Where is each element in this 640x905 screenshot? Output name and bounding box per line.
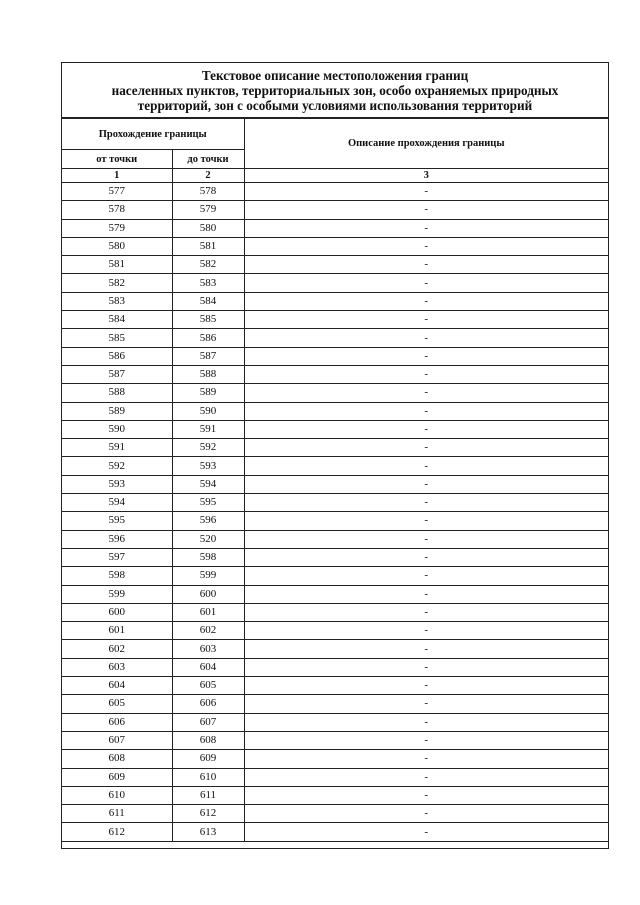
cell-from: 585 bbox=[62, 329, 172, 347]
cell-description: - bbox=[244, 622, 608, 640]
cell-to: 582 bbox=[172, 256, 244, 274]
cell-description: - bbox=[244, 201, 608, 219]
cell-description: - bbox=[244, 237, 608, 255]
cell-from: 577 bbox=[62, 183, 172, 201]
title-line-1: Текстовое описание местоположения границ bbox=[201, 68, 469, 83]
header-from: от точки bbox=[62, 150, 172, 169]
cell-description: - bbox=[244, 420, 608, 438]
table-row bbox=[62, 622, 608, 640]
cell-from: 590 bbox=[62, 420, 172, 438]
cell-from: 583 bbox=[62, 292, 172, 310]
cell-description: - bbox=[244, 274, 608, 292]
header-to: до точки bbox=[172, 150, 244, 169]
table-row bbox=[62, 494, 608, 512]
cell-to: 606 bbox=[172, 695, 244, 713]
table-row bbox=[62, 731, 608, 749]
cell-from: 594 bbox=[62, 494, 172, 512]
cell-to: 594 bbox=[172, 475, 244, 493]
cell-to: 599 bbox=[172, 567, 244, 585]
cell-description: - bbox=[244, 347, 608, 365]
cell-to: 608 bbox=[172, 731, 244, 749]
header-num-3: 3 bbox=[244, 169, 608, 183]
cell-description: - bbox=[244, 475, 608, 493]
cell-description: - bbox=[244, 567, 608, 585]
cell-from: 581 bbox=[62, 256, 172, 274]
cell-description: - bbox=[244, 823, 608, 841]
table-row bbox=[62, 823, 608, 841]
cell-to: 612 bbox=[172, 805, 244, 823]
table-row bbox=[62, 256, 608, 274]
cell-from: 597 bbox=[62, 548, 172, 566]
cell-description: - bbox=[244, 640, 608, 658]
table-row bbox=[62, 329, 608, 347]
cell-to: 520 bbox=[172, 530, 244, 548]
cell-from: 605 bbox=[62, 695, 172, 713]
table-row bbox=[62, 567, 608, 585]
cell-description: - bbox=[244, 548, 608, 566]
cell-to: 611 bbox=[172, 786, 244, 804]
cell-from: 591 bbox=[62, 439, 172, 457]
table-row bbox=[62, 237, 608, 255]
cell-description: - bbox=[244, 402, 608, 420]
table-row bbox=[62, 365, 608, 383]
cell-description: - bbox=[244, 695, 608, 713]
table-row bbox=[62, 512, 608, 530]
cell-to: 581 bbox=[172, 237, 244, 255]
cell-description: - bbox=[244, 786, 608, 804]
cell-from: 584 bbox=[62, 311, 172, 329]
table-row bbox=[62, 695, 608, 713]
table-row bbox=[62, 439, 608, 457]
table-row bbox=[62, 402, 608, 420]
table-row bbox=[62, 805, 608, 823]
cell-to: 580 bbox=[172, 219, 244, 237]
cell-description: - bbox=[244, 585, 608, 603]
cell-from: 598 bbox=[62, 567, 172, 585]
cell-from: 601 bbox=[62, 622, 172, 640]
header-num-1: 1 bbox=[62, 169, 172, 183]
cell-description: - bbox=[244, 292, 608, 310]
cell-description: - bbox=[244, 713, 608, 731]
cell-from: 604 bbox=[62, 677, 172, 695]
cell-from: 606 bbox=[62, 713, 172, 731]
cell-from: 593 bbox=[62, 475, 172, 493]
table-row bbox=[62, 457, 608, 475]
table-row bbox=[62, 201, 608, 219]
table-row bbox=[62, 768, 608, 786]
cell-from: 612 bbox=[62, 823, 172, 841]
table-row bbox=[62, 548, 608, 566]
cell-description: - bbox=[244, 256, 608, 274]
cell-description: - bbox=[244, 530, 608, 548]
cell-from: 588 bbox=[62, 384, 172, 402]
table-row bbox=[62, 384, 608, 402]
cell-description: - bbox=[244, 750, 608, 768]
table-row bbox=[62, 786, 608, 804]
cell-description: - bbox=[244, 439, 608, 457]
cell-from: 595 bbox=[62, 512, 172, 530]
cell-to: 601 bbox=[172, 603, 244, 621]
table-row bbox=[62, 658, 608, 676]
table-row bbox=[62, 530, 608, 548]
table-row bbox=[62, 311, 608, 329]
cell-to: 579 bbox=[172, 201, 244, 219]
header-passage: Прохождение границы bbox=[62, 119, 244, 150]
cell-from: 578 bbox=[62, 201, 172, 219]
table-row bbox=[62, 274, 608, 292]
cell-description: - bbox=[244, 311, 608, 329]
cell-from: 610 bbox=[62, 786, 172, 804]
cell-from: 589 bbox=[62, 402, 172, 420]
title-line-3: территорий, зон с особыми условиями использования территорий bbox=[137, 98, 533, 113]
cell-description: - bbox=[244, 731, 608, 749]
cell-description: - bbox=[244, 457, 608, 475]
cell-to: 602 bbox=[172, 622, 244, 640]
cell-description: - bbox=[244, 329, 608, 347]
cell-from: 586 bbox=[62, 347, 172, 365]
cell-to: 604 bbox=[172, 658, 244, 676]
cell-from: 580 bbox=[62, 237, 172, 255]
cell-to: 607 bbox=[172, 713, 244, 731]
cell-description: - bbox=[244, 677, 608, 695]
table-row bbox=[62, 292, 608, 310]
cell-from: 587 bbox=[62, 365, 172, 383]
cell-to: 595 bbox=[172, 494, 244, 512]
cell-description: - bbox=[244, 219, 608, 237]
document-frame bbox=[61, 62, 609, 849]
cell-to: 591 bbox=[172, 420, 244, 438]
cell-description: - bbox=[244, 183, 608, 201]
cell-from: 600 bbox=[62, 603, 172, 621]
cell-to: 613 bbox=[172, 823, 244, 841]
cell-to: 600 bbox=[172, 585, 244, 603]
cell-to: 593 bbox=[172, 457, 244, 475]
table-body bbox=[62, 183, 608, 842]
cell-from: 611 bbox=[62, 805, 172, 823]
cell-from: 592 bbox=[62, 457, 172, 475]
table-row bbox=[62, 420, 608, 438]
cell-to: 588 bbox=[172, 365, 244, 383]
cell-to: 578 bbox=[172, 183, 244, 201]
cell-to: 592 bbox=[172, 439, 244, 457]
table-row bbox=[62, 183, 608, 201]
table-row bbox=[62, 677, 608, 695]
cell-to: 596 bbox=[172, 512, 244, 530]
cell-description: - bbox=[244, 512, 608, 530]
table-row bbox=[62, 603, 608, 621]
table-row bbox=[62, 640, 608, 658]
cell-description: - bbox=[244, 365, 608, 383]
document-title bbox=[62, 63, 608, 118]
cell-description: - bbox=[244, 603, 608, 621]
header-description: Описание прохождения границы bbox=[244, 119, 608, 169]
cell-to: 598 bbox=[172, 548, 244, 566]
cell-from: 607 bbox=[62, 731, 172, 749]
boundary-table bbox=[62, 118, 608, 842]
cell-from: 603 bbox=[62, 658, 172, 676]
cell-to: 590 bbox=[172, 402, 244, 420]
table-row bbox=[62, 475, 608, 493]
cell-to: 583 bbox=[172, 274, 244, 292]
cell-from: 608 bbox=[62, 750, 172, 768]
cell-description: - bbox=[244, 658, 608, 676]
cell-from: 596 bbox=[62, 530, 172, 548]
cell-description: - bbox=[244, 805, 608, 823]
cell-to: 603 bbox=[172, 640, 244, 658]
cell-to: 586 bbox=[172, 329, 244, 347]
cell-to: 589 bbox=[172, 384, 244, 402]
table-row bbox=[62, 750, 608, 768]
cell-from: 579 bbox=[62, 219, 172, 237]
cell-from: 602 bbox=[62, 640, 172, 658]
cell-to: 610 bbox=[172, 768, 244, 786]
cell-to: 585 bbox=[172, 311, 244, 329]
cell-from: 599 bbox=[62, 585, 172, 603]
cell-to: 605 bbox=[172, 677, 244, 695]
header-num-2: 2 bbox=[172, 169, 244, 183]
cell-to: 609 bbox=[172, 750, 244, 768]
table-row bbox=[62, 713, 608, 731]
title-line-2: населенных пунктов, территориальных зон, особо охраняемых природных bbox=[111, 83, 559, 98]
table-row bbox=[62, 219, 608, 237]
cell-description: - bbox=[244, 384, 608, 402]
cell-to: 587 bbox=[172, 347, 244, 365]
cell-from: 609 bbox=[62, 768, 172, 786]
cell-description: - bbox=[244, 494, 608, 512]
table-row bbox=[62, 347, 608, 365]
cell-from: 582 bbox=[62, 274, 172, 292]
cell-to: 584 bbox=[172, 292, 244, 310]
cell-description: - bbox=[244, 768, 608, 786]
table-row bbox=[62, 585, 608, 603]
